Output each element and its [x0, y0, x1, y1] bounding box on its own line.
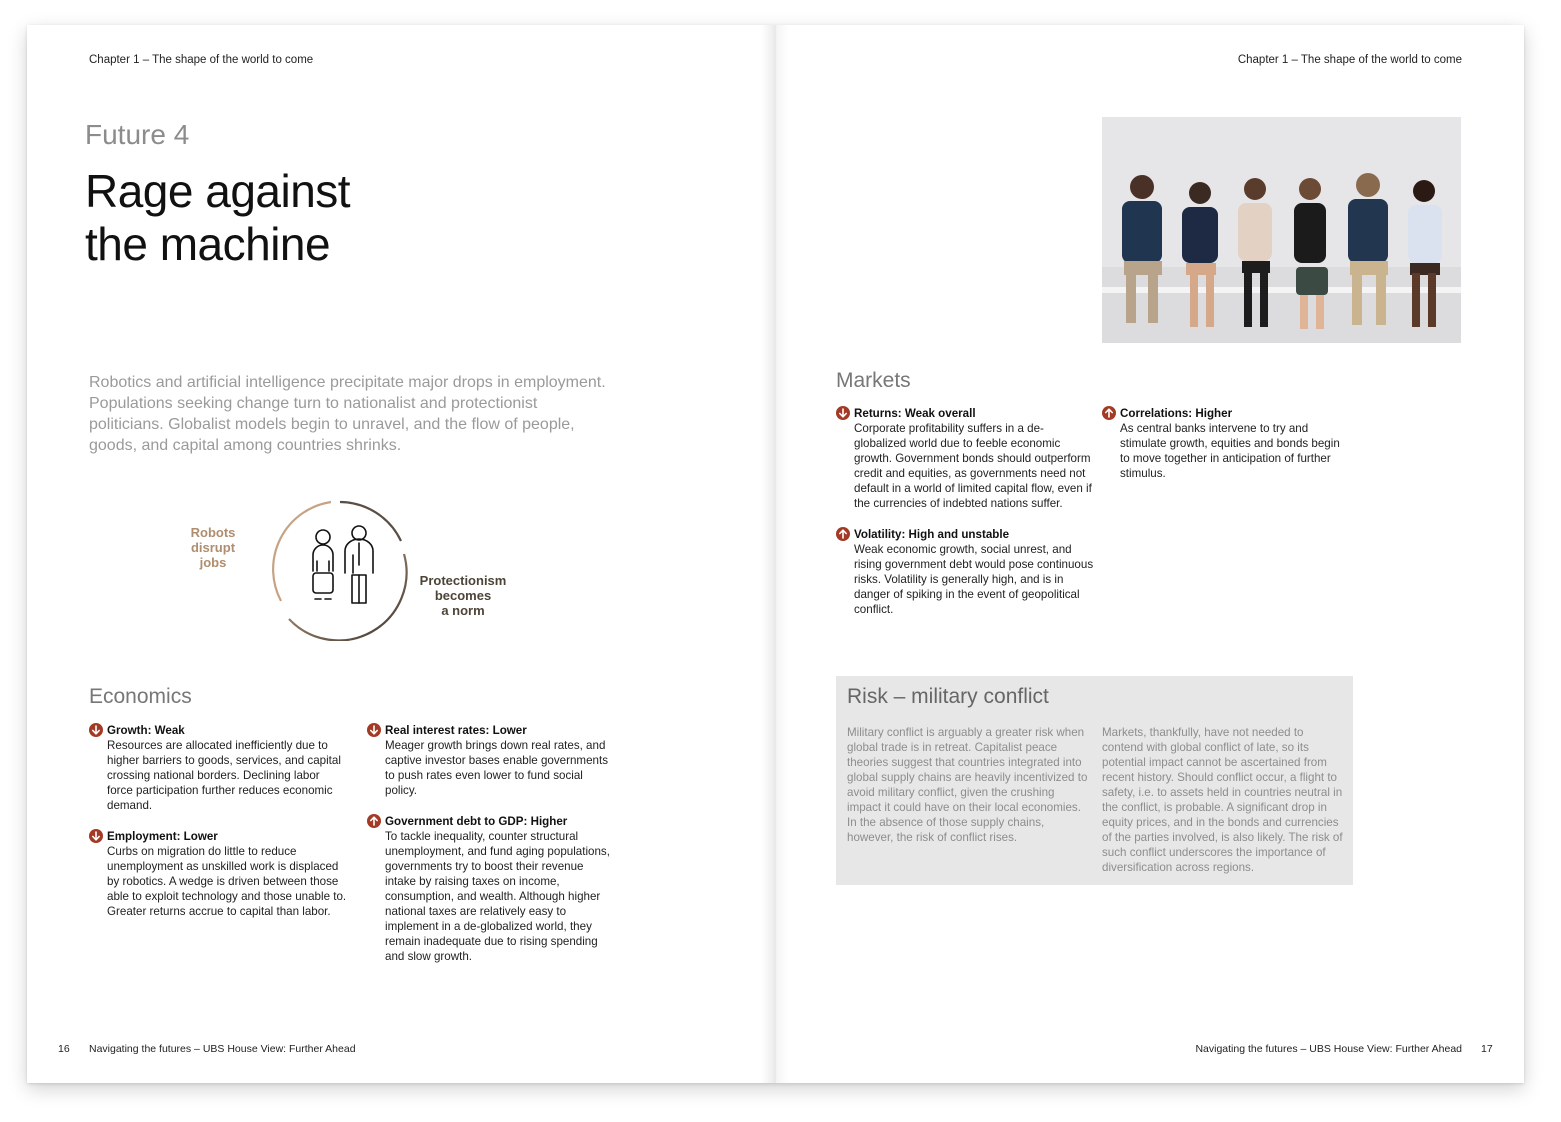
market-item-returns: Returns: Weak overall Corporate profitability suffers in a de-globalized world due to feeble economic growth. Government bonds should outperform credit and equities, as governments need not default in a world of limited capital flow, even if the currencies of indebted nations suffer. [854, 406, 1094, 511]
risk-text-col2: Markets, thankfully, have not needed to contend with global conflict of late, so its potential impact cannot be ascertained from recent history. Should conflict occur, a flight to safety, i.e. to assets held in countries neutral in the conflict, is probable. A significant drop in equity prices, and in the bonds and currencies of the parties involved, is also likely. The risk of such conflict underscores the importance of diversification across regions. [1102, 726, 1343, 874]
markets-heading: Markets [836, 369, 911, 392]
label-protectionism: Protectionism becomes a norm [419, 573, 507, 618]
left-page [27, 25, 775, 1083]
market-item-correlations: Correlations: Higher As central banks intervene to try and stimulate growth, equities and bonds begin to move together in anticipation of further stimulus. [1120, 406, 1348, 481]
page-title [85, 165, 350, 271]
arrow-up-icon [1102, 406, 1116, 420]
risk-box [836, 676, 1353, 885]
arrow-up-icon [367, 814, 381, 828]
page-number-right: 17 [1481, 1043, 1493, 1055]
future-diagram [177, 495, 517, 645]
econ-item-govt-debt: Government debt to GDP: Higher To tackle inequality, counter structural unemployment, and fund aging populations, governments try to boost their revenue intake by raising taxes on income, consumption, and wealth. Although higher national taxes are relatively easy to implement in a de-globalized world, they remain inadequate due to rising spending and slow growth. [385, 814, 610, 964]
photo-people-waiting [1102, 117, 1461, 343]
footer-left: Navigating the futures – UBS House View: Further Ahead [89, 1043, 356, 1055]
title-line-2: the machine [85, 218, 331, 270]
intro-paragraph: Robotics and artificial intelligence precipitate major drops in employment. Populations seeking change turn to nationalist and protectionist politicians. Globalist models begin to unravel, and the flow of people, goods, and capital among countries shrinks. [89, 374, 606, 454]
right-page [775, 25, 1524, 1083]
econ-item-growth: Growth: Weak Resources are allocated inefficiently due to higher barriers to goods, services, and capital crossing national borders. Declining labor force participation further reduces economic demand. [107, 723, 347, 813]
title-line-1: Rage against [85, 165, 351, 217]
risk-text-col1: Military conflict is arguably a greater risk when global trade is in retreat. Capitalist peace theories suggest that countries integrated into global supply chains are heavily incentivized to avoid military conflict, given the crushing impact it could have on their local economies. In the absence of those supply chains, however, the risk of conflict rises. [847, 726, 1088, 844]
future-label: Future 4 [85, 119, 190, 150]
arrow-down-icon [89, 723, 103, 737]
footer-right: Navigating the futures – UBS House View: Further Ahead [1195, 1043, 1462, 1055]
arrow-up-icon [836, 527, 850, 541]
market-item-volatility: Volatility: High and unstable Weak economic growth, social unrest, and rising government debt would pose continuous risks. Volatility is generally high, and is in danger of spiking in the event of geopolitical conflict. [854, 527, 1094, 617]
label-robots-disrupt-jobs: Robots disrupt jobs [190, 525, 236, 570]
running-head: Chapter 1 – The shape of the world to come [89, 54, 314, 66]
econ-item-real-rates: Real interest rates: Lower Meager growth brings down real rates, and captive investor bases enable governments to push rates even lower to fund social policy. [385, 723, 610, 798]
arrow-down-icon [89, 829, 103, 843]
risk-title: Risk – military conflict [847, 685, 1049, 708]
photo-illustration [1102, 117, 1461, 343]
arrow-down-icon [367, 723, 381, 737]
people-icon [305, 525, 377, 611]
book-spread [27, 25, 1524, 1083]
econ-item-employment: Employment: Lower Curbs on migration do little to reduce unemployment as unskilled work is displaced by robotics. A wedge is driven between those able to exploit technology and those unable to. Greater returns accrue to capital than labor. [107, 829, 347, 919]
economics-heading: Economics [89, 685, 192, 708]
running-head: Chapter 1 – The shape of the world to come [1237, 54, 1462, 66]
arrow-down-icon [836, 406, 850, 420]
page-number-left: 16 [58, 1043, 70, 1055]
